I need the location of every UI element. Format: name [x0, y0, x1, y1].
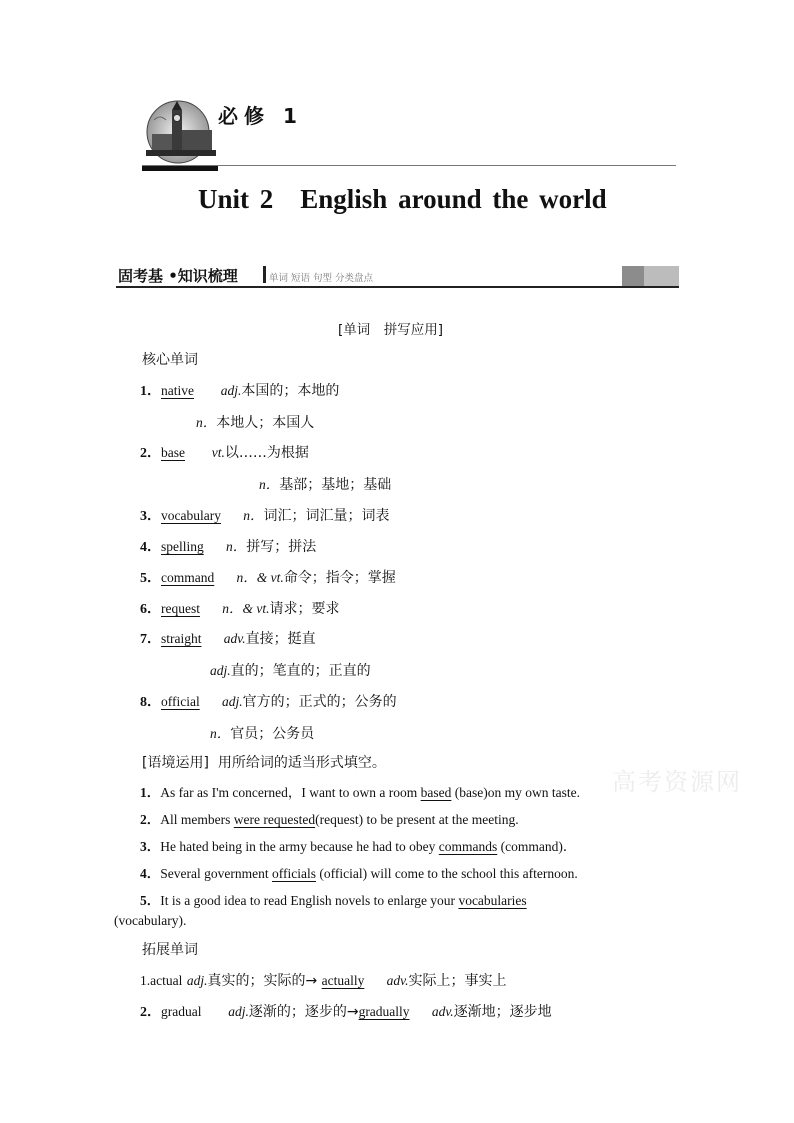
core-word-5: [140, 566, 396, 587]
sentence-before: All members: [160, 812, 234, 827]
part-of-speech: adj.: [210, 663, 231, 678]
sentence-after: (base)on my own taste.: [451, 785, 580, 800]
answer-word: commands: [438, 839, 498, 854]
core-word-8: [140, 691, 397, 711]
context-item-2: [140, 808, 519, 828]
answer-word: base: [161, 445, 185, 460]
sentence-before: He hated being in the army because he had to obey: [160, 839, 439, 854]
header-bar: [142, 166, 218, 171]
big-ben-logo-icon: [144, 100, 222, 164]
item-number: 4．: [140, 866, 161, 881]
base-word: actual: [150, 973, 183, 988]
banner-rule: [116, 286, 679, 288]
context-item-4: [140, 862, 578, 882]
answer-word: request: [161, 601, 200, 616]
part-of-speech: adj.: [228, 1004, 249, 1019]
context-label: [语境运用]: [142, 755, 209, 771]
banner-block-dark: [622, 266, 644, 286]
part-of-speech: n．: [226, 539, 247, 554]
answer-word: were requested: [233, 812, 316, 827]
meaning: 词汇；词汇量；词表: [263, 508, 390, 524]
unit-name: English around the world: [300, 184, 607, 214]
item-number: 1.: [140, 973, 151, 988]
meaning: 基部；基地；基础: [279, 477, 392, 493]
core-word-1-extra: [196, 411, 314, 432]
unit-number: Unit 2: [198, 184, 274, 214]
part-of-speech: n．: [243, 508, 264, 523]
item-number: 1．: [140, 785, 161, 800]
item-number: 6．: [140, 602, 161, 617]
book-label: 必修 1: [218, 104, 303, 128]
answer-word: command: [161, 570, 215, 585]
meaning: 官方的；正式的；公务的: [242, 694, 397, 710]
banner-block-light: [644, 266, 679, 286]
meaning: 请求；要求: [269, 601, 340, 617]
answer-word: vocabulary: [161, 508, 221, 523]
meaning: 以……为根据: [224, 445, 309, 461]
core-word-7-extra: [210, 660, 371, 680]
ext-word-2: [140, 1001, 552, 1021]
base-word: gradual: [161, 1004, 202, 1019]
context-item-3: [140, 835, 576, 855]
banner-subtitle: 单词 短语 句型 分类盘点: [269, 273, 374, 284]
part-of-speech: n．: [259, 477, 280, 492]
item-number: 3．: [140, 509, 161, 524]
core-words-heading: 核心单词: [142, 352, 198, 368]
core-word-3: [140, 504, 390, 525]
meaning: 拼写；拼法: [246, 539, 317, 555]
item-number: 1．: [140, 384, 161, 399]
part-of-speech: adv.: [431, 1004, 454, 1019]
part-of-speech: n．: [196, 415, 217, 430]
meaning: 真实的；实际的→: [207, 973, 318, 989]
item-number: 2．: [140, 1005, 161, 1020]
sentence-after: (request) to be present at the meeting.: [315, 812, 519, 827]
core-word-6: [140, 597, 340, 618]
answer-word: actually: [321, 973, 365, 988]
item-number: 5．: [140, 893, 161, 908]
item-number: 7．: [140, 632, 161, 647]
item-number: 5．: [140, 571, 161, 586]
part-of-speech: vt.: [211, 445, 225, 460]
item-number: 2．: [140, 812, 161, 827]
context-instruction: 用所给词的适当形式填空。: [217, 755, 386, 771]
answer-word: officials: [271, 866, 316, 881]
context-item-1: [140, 781, 580, 801]
part-of-speech: adj.: [220, 383, 242, 398]
answer-word: gradually: [358, 1004, 410, 1019]
part-of-speech: n．& vt.: [222, 601, 270, 616]
banner-title: 固考基 •知识梳理: [118, 267, 238, 285]
core-word-1: [140, 380, 339, 400]
meaning: 本地人；本国人: [216, 415, 315, 431]
meaning: 命令；指令；掌握: [283, 570, 396, 586]
item-number: 4．: [140, 540, 161, 555]
unit-title: [198, 184, 607, 215]
item-number: 8．: [140, 695, 161, 710]
answer-word: vocabularies: [458, 893, 527, 908]
sentence-before: It is a good idea to read English novels to enlarge your: [160, 893, 459, 908]
meaning: 直的；笔直的；正直的: [230, 663, 371, 679]
part-of-speech: adv.: [223, 631, 246, 646]
meaning: 本国的；本地的: [241, 383, 340, 399]
meaning: 官员；公务员: [230, 726, 315, 742]
ext-word-1: [140, 970, 507, 990]
part-of-speech: adv.: [386, 973, 409, 988]
sentence-after: (command)．: [497, 839, 577, 854]
meaning: 逐渐的；逐步的→: [248, 1004, 359, 1020]
item-number: 2．: [140, 446, 161, 461]
section-title: [单词 拼写应用]: [338, 322, 444, 338]
answer-word: official: [161, 694, 200, 709]
header-rule: [142, 165, 676, 166]
core-word-4: [140, 535, 316, 556]
banner-separator: [263, 266, 266, 283]
ext-words-heading: 拓展单词: [142, 942, 198, 958]
part-of-speech: adj.: [186, 973, 208, 988]
answer-word: straight: [161, 631, 202, 646]
meaning: 逐渐地；逐步地: [453, 1004, 552, 1020]
answer-word: based: [420, 785, 452, 800]
sentence-before: Several government: [160, 866, 272, 881]
watermark: 高考资源网: [612, 768, 742, 796]
answer-word: spelling: [161, 539, 204, 554]
context-item-5-continuation: (vocabulary).: [114, 913, 187, 928]
part-of-speech: n．: [210, 726, 231, 741]
core-word-7: [140, 628, 316, 648]
part-of-speech: n．& vt.: [236, 570, 284, 585]
item-number: 3．: [140, 839, 161, 854]
meaning: 实际上；事实上: [408, 973, 507, 989]
sentence-after: (official) will come to the school this afternoon.: [315, 866, 578, 881]
context-heading: [142, 752, 386, 772]
core-word-2-extra: [259, 473, 391, 494]
meaning: 直接；挺直: [245, 631, 316, 647]
part-of-speech: adj.: [222, 694, 243, 709]
sentence-before: As far as I'm concerned，I want to own a room: [160, 785, 421, 800]
answer-word: native: [161, 383, 194, 398]
core-word-2: [140, 442, 309, 462]
context-item-5: [140, 889, 527, 909]
core-word-8-extra: [210, 722, 314, 743]
